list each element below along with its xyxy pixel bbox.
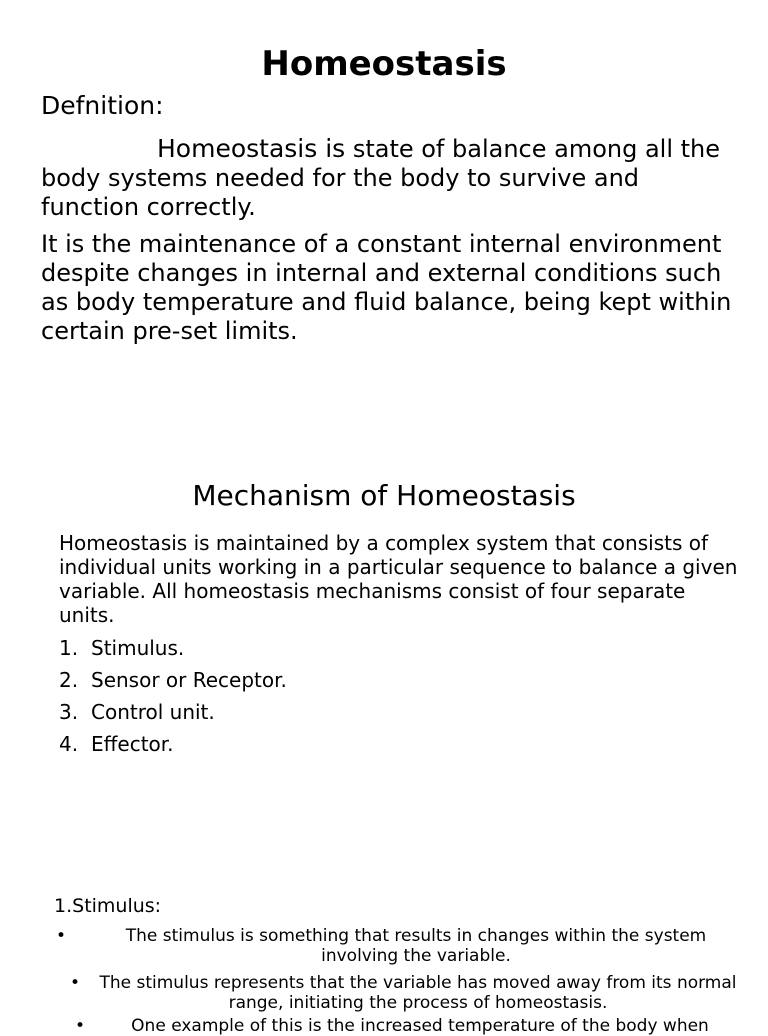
definition-label: Defnition: — [41, 91, 164, 120]
definition-rest: state of balance among all the body systems needed for the body to survive and function correctly. — [41, 135, 721, 221]
list-item — [59, 667, 287, 699]
list-item — [59, 635, 287, 667]
stimulus-heading: 1.Stimulus: — [54, 895, 162, 917]
bullet-icon: • — [70, 973, 81, 993]
definition-paragraph-1 — [41, 134, 741, 222]
list-number: 4. — [59, 732, 79, 756]
list-number: 3. — [59, 700, 79, 724]
list-label: Control unit. — [91, 700, 215, 724]
mechanism-intro: Homeostasis is maintained by a complex system that consists of individual units working in a particular sequence to balance a given variable. All homeostasis mechanisms consist of four separate units. — [59, 531, 738, 627]
list-label: Sensor or Receptor. — [91, 668, 287, 692]
list-label: Stimulus. — [91, 636, 185, 660]
list-item — [59, 699, 287, 731]
definition-paragraph-2: It is the maintenance of a constant internal environment despite changes in internal and external conditions such as body temperature and fluid balance, being kept within certain pre-set limits. — [41, 230, 732, 345]
mechanism-heading: Mechanism of Homeostasis — [192, 479, 576, 512]
list-number: 1. — [59, 636, 79, 660]
bullet-item — [56, 926, 746, 966]
bullet-text: One example of this is the increased temperature of the body when — [131, 1016, 709, 1036]
list-label: Effector. — [91, 732, 174, 756]
bullet-item — [70, 973, 746, 1013]
bullet-icon: • — [56, 926, 67, 946]
bullet-text: The stimulus is something that results in changes within the system involving the variable. — [125, 926, 707, 966]
definition-lead: Homeostasis is — [157, 134, 346, 163]
list-number: 2. — [59, 668, 79, 692]
bullet-icon: • — [75, 1016, 86, 1036]
page-title: Homeostasis — [261, 44, 507, 84]
list-item — [59, 731, 287, 763]
bullet-text: The stimulus represents that the variable has moved away from its normal range, initiating the process of homeostasis. — [99, 973, 737, 1013]
units-list — [59, 635, 287, 763]
bullet-item — [75, 1016, 745, 1036]
